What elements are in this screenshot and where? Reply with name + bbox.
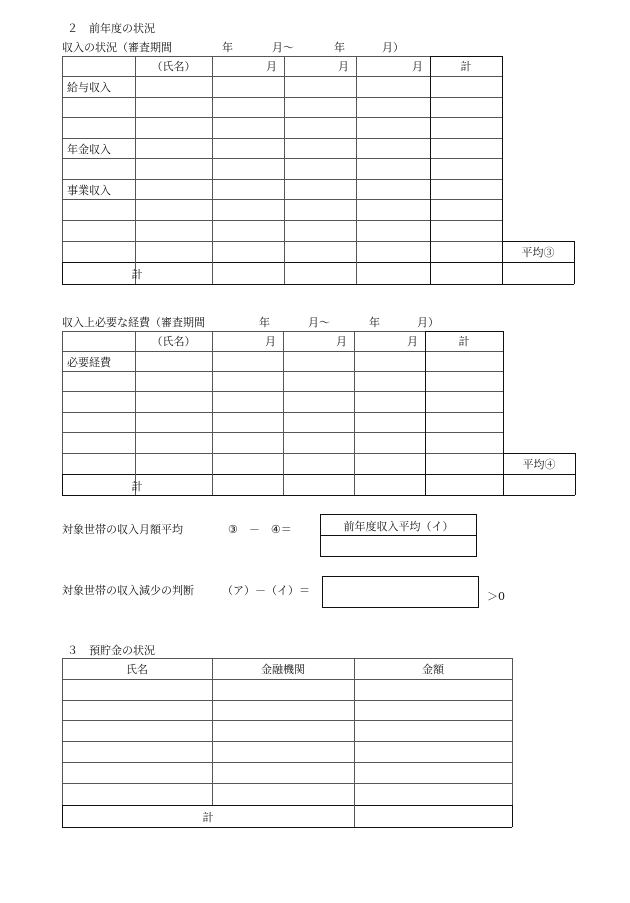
- grid-line: [356, 56, 357, 284]
- savings-header-bank: 金融機関: [261, 663, 305, 676]
- decrease-label: 対象世帯の収入減少の判断: [62, 584, 194, 597]
- income-period-month2: 月）: [382, 41, 404, 54]
- expense-header-name: （氏名）: [151, 335, 196, 348]
- grid-line: [283, 331, 284, 495]
- expense-period-year2: 年: [369, 316, 380, 329]
- expense-period-month2: 月）: [417, 316, 439, 329]
- grid-line: [284, 56, 285, 284]
- grid-line: [62, 474, 425, 475]
- grid-line: [62, 391, 425, 392]
- grid-line: [62, 658, 63, 827]
- income-header-month-1: 月: [266, 60, 277, 73]
- expense-row-label: 必要経費: [67, 356, 111, 369]
- grid-line: [430, 241, 502, 242]
- grid-line: [575, 453, 576, 495]
- income-header-month-2: 月: [338, 60, 349, 73]
- grid-line: [425, 331, 503, 332]
- income-period-year2: 年: [334, 41, 345, 54]
- grid-line: [430, 158, 502, 159]
- grid-line: [62, 412, 425, 413]
- decrease-suffix: ＞0: [487, 590, 505, 603]
- monthly-avg-box-label: 前年度収入平均（イ）: [343, 520, 454, 533]
- expense-total-label: 計: [131, 480, 143, 493]
- expense-header-month-2: 月: [336, 335, 347, 348]
- grid-line: [430, 56, 431, 284]
- grid-line: [62, 199, 430, 200]
- grid-line: [62, 56, 63, 284]
- expense-header-month-3: 月: [407, 335, 418, 348]
- grid-line: [135, 56, 136, 284]
- grid-line: [62, 658, 512, 659]
- monthly-avg-formula: ③ － ④＝: [228, 523, 292, 536]
- grid-line: [354, 658, 355, 827]
- income-period-year1: 年: [222, 41, 233, 54]
- income-total-label: 計: [131, 268, 143, 281]
- grid-line: [62, 117, 430, 118]
- grid-line: [62, 495, 425, 496]
- grid-line: [574, 241, 575, 284]
- grid-line: [512, 805, 513, 827]
- expense-header-total: 計: [458, 335, 470, 348]
- grid-line: [503, 495, 575, 496]
- decrease-box: [322, 576, 479, 608]
- grid-line: [425, 453, 503, 454]
- grid-line: [62, 220, 430, 221]
- grid-line: [430, 138, 502, 139]
- expense-period-month1: 月～: [308, 316, 330, 329]
- income-avg-label: 平均③: [521, 246, 555, 259]
- grid-line: [430, 117, 502, 118]
- grid-line: [425, 474, 503, 475]
- grid-line: [425, 495, 503, 496]
- grid-line: [425, 351, 503, 352]
- grid-line: [62, 262, 430, 263]
- grid-line: [62, 56, 430, 57]
- decrease-formula: （ア）－（イ）＝: [222, 584, 310, 597]
- income-title: 収入の状況（審査期間: [62, 41, 172, 54]
- grid-line: [430, 76, 502, 77]
- grid-line: [62, 138, 430, 139]
- grid-line: [62, 284, 430, 285]
- income-period-month1: 月～: [272, 41, 294, 54]
- income-row-label: 年金収入: [67, 143, 111, 156]
- grid-line: [62, 241, 430, 242]
- grid-line: [425, 412, 503, 413]
- monthly-avg-label: 対象世帯の収入月額平均: [62, 523, 183, 536]
- expense-avg-label: 平均④: [522, 458, 556, 471]
- grid-line: [212, 56, 213, 284]
- grid-line: [425, 391, 503, 392]
- grid-line: [430, 56, 502, 57]
- grid-line: [62, 700, 512, 701]
- grid-line: [430, 220, 502, 221]
- income-row-label: 事業収入: [67, 184, 111, 197]
- income-header-name: （氏名）: [151, 60, 196, 73]
- grid-line: [425, 331, 426, 495]
- grid-line: [62, 351, 425, 352]
- grid-line: [425, 371, 503, 372]
- income-row-label: 給与収入: [67, 81, 111, 94]
- expense-header-month-1: 月: [265, 335, 276, 348]
- income-header-total: 計: [460, 60, 472, 73]
- grid-line: [212, 331, 213, 495]
- income-header-month-3: 月: [412, 60, 423, 73]
- savings-total-label: 計: [202, 811, 214, 824]
- grid-line: [502, 241, 574, 242]
- grid-line: [430, 199, 502, 200]
- grid-line: [430, 97, 502, 98]
- grid-line: [430, 262, 502, 263]
- grid-line: [62, 805, 512, 806]
- grid-line: [354, 331, 355, 495]
- grid-line: [62, 827, 512, 828]
- grid-line: [62, 762, 512, 763]
- grid-line: [62, 158, 430, 159]
- grid-line: [425, 432, 503, 433]
- grid-line: [502, 284, 574, 285]
- grid-line: [430, 179, 502, 180]
- section2-heading: ２ 前年度の状況: [67, 22, 155, 35]
- grid-line: [430, 284, 502, 285]
- grid-line: [62, 76, 430, 77]
- grid-line: [62, 679, 512, 680]
- grid-line: [212, 658, 213, 805]
- grid-line: [502, 262, 574, 263]
- grid-line: [62, 97, 430, 98]
- savings-header-name: 氏名: [126, 663, 148, 676]
- monthly-avg-box: [320, 514, 477, 557]
- grid-line: [62, 371, 425, 372]
- grid-line: [62, 453, 425, 454]
- grid-line: [503, 474, 575, 475]
- grid-line: [62, 179, 430, 180]
- grid-line: [62, 741, 512, 742]
- grid-line: [62, 432, 425, 433]
- savings-header-amount: 金額: [422, 663, 444, 676]
- expense-title: 収入上必要な経費（審査期間: [62, 316, 205, 329]
- section3-heading: ３ 預貯金の状況: [67, 644, 155, 657]
- expense-period-year1: 年: [259, 316, 270, 329]
- grid-line: [135, 331, 136, 495]
- grid-line: [62, 720, 512, 721]
- grid-line: [62, 331, 63, 495]
- grid-line: [512, 658, 513, 827]
- grid-line: [503, 453, 575, 454]
- grid-line: [62, 331, 425, 332]
- grid-line: [62, 783, 512, 784]
